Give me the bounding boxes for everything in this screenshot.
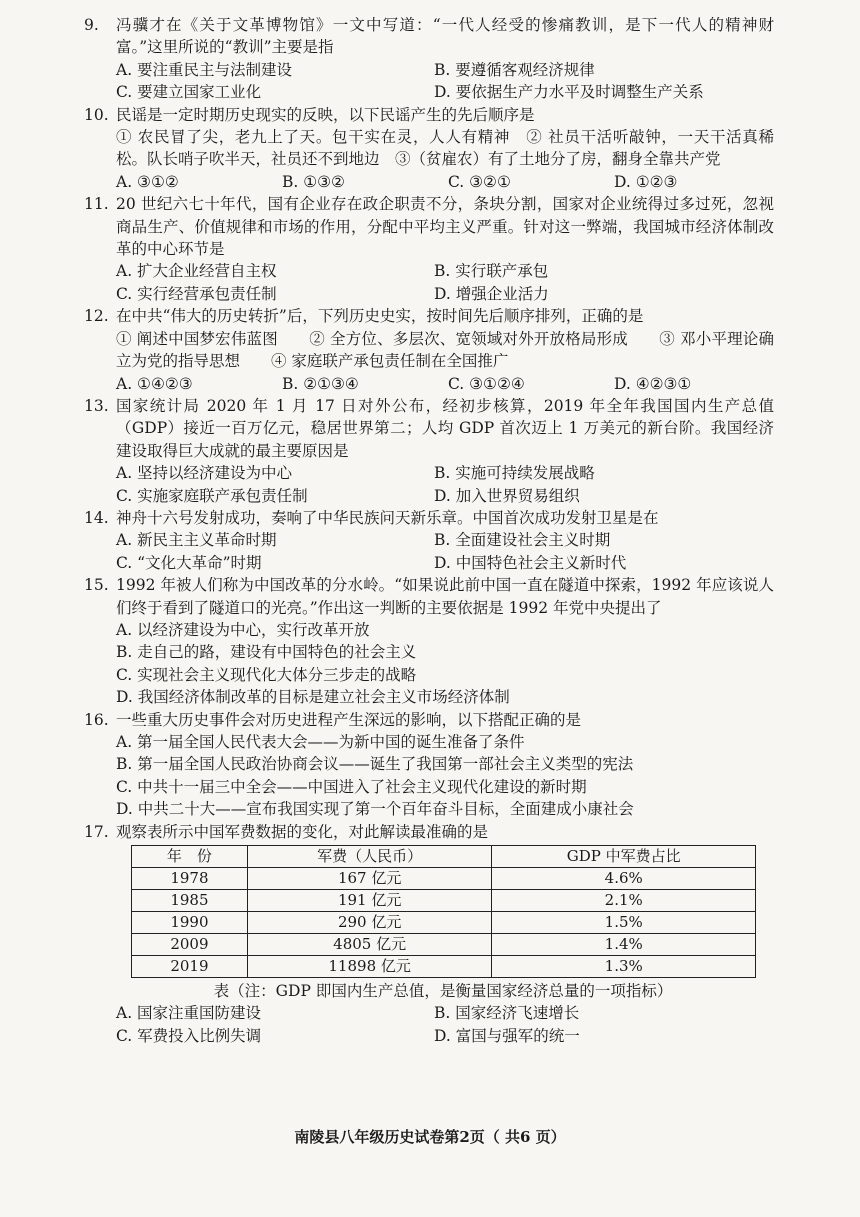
question-number: 14. [84,508,109,527]
question-number: 9. [84,16,99,34]
table-cell: 2019 [132,956,248,978]
answer-options [84,529,774,574]
answer-option: A. 要注重民主与法制建设 [116,60,293,79]
table-row [132,956,756,978]
question-stem [84,507,774,529]
question-number: 12. [84,307,109,326]
question-stem [84,821,774,843]
table-header-cell: GDP 中军费占比 [492,846,756,868]
answer-option: C. 军费投入比例失调 [116,1026,262,1045]
answer-option: C. 要建立国家工业化 [116,83,262,102]
question-text: 民谣是一定时期历史现实的反映，以下民谣产生的先后顺序是 [116,105,535,124]
answer-options [84,731,774,821]
question-text: 国家统计局 2020 年 1 月 17 日对外公布，经初步核算，2019 年全年我国国内生产总值（GDP）接近一百万亿元，稳居世界第二；人均 GDP 首次迈上 1 万美元的新台阶。我国经济建设取得巨大成就的最主要原因是 [116,396,774,460]
answer-option: B. 要遵循客观经济规律 [434,60,595,79]
answer-option: C. 实施家庭联产承包责任制 [116,486,308,505]
answer-option: A. 扩大企业经营自主权 [116,262,277,281]
answer-option: D. 加入世界贸易组织 [434,486,580,505]
answer-option: D. 中共二十大——宣布我国实现了第一个百年奋斗目标，全面建成小康社会 [116,800,634,819]
table-cell: 1.3% [492,956,756,978]
page-footer: 南陵县八年级历史试卷第2页（ 共6 页） [294,1128,566,1146]
answer-option: D. ①②③ [614,172,678,191]
question-13 [84,395,774,507]
answer-option: D. 富国与强军的统一 [434,1026,580,1045]
table-header-cell: 年 份 [132,846,248,868]
question-material: ① 阐述中国梦宏伟蓝图 ② 全方位、多层次、宽领域对外开放格局形成 ③ 邓小平理论确立为党的指导思想 ④ 家庭联产承包责任制在全国推广 [116,329,774,371]
question-text: 一些重大历史事件会对历史进程产生深远的影响，以下搭配正确的是 [116,710,582,729]
answer-option: D. 增强企业活力 [434,284,549,303]
answer-option: A. 国家注重国防建设 [116,1004,262,1023]
table-cell: 11898 亿元 [247,956,492,978]
answer-option: C. “文化大革命”时期 [116,553,262,572]
question-text: 在中共“伟大的历史转折”后，下列历史史实，按时间先后顺序排列，正确的是 [116,307,644,326]
answer-option: D. 要依据生产力水平及时调整生产关系 [434,83,704,102]
question-number: 16. [84,710,109,729]
table-cell: 1985 [132,890,248,912]
question-stem [84,395,774,462]
question-stem [84,104,774,126]
table-row [132,890,756,912]
answer-option: D. ④②③① [614,374,692,393]
question-10 [84,104,774,194]
answer-option: A. ①④②③ [116,374,193,393]
answer-option: B. 全面建设社会主义时期 [434,531,611,550]
answer-options [84,260,774,305]
answer-option: A. 坚持以经济建设为中心 [116,464,293,483]
question-text: 20 世纪六七十年代，国有企业存在政企职责不分，条块分割，国家对企业统得过多过死，忽视商品生产、价值规律和市场的作用，分配中平均主义严重。针对这一弊端，我国城市经济体制改革的中心环节是 [116,195,774,259]
table-cell: 290 亿元 [247,912,492,934]
answer-option: C. 中共十一届三中全会——中国进入了社会主义现代化建设的新时期 [116,777,587,796]
answer-option: C. 实现社会主义现代化大体分三步走的战略 [116,665,417,684]
question-12 [84,305,774,395]
military-spending-table [131,845,756,978]
question-stem [84,574,774,619]
answer-option: B. 第一届全国人民政治协商会议——诞生了我国第一部社会主义类型的宪法 [116,755,634,774]
table-header-row [132,846,756,868]
table-cell: 4805 亿元 [247,934,492,956]
answer-option: A. ③①② [116,172,179,191]
answer-option: B. 国家经济飞速增长 [434,1004,580,1023]
question-material: ① 农民冒了尖，老九上了天。包干实在灵，人人有精神 ② 社员干活听敲钟，一天干活真稀松。队长哨子吹半天，社员还不到地边 ③（贫雇农）有了土地分了房，翻身全靠共产党 [116,128,774,169]
answer-options [84,462,774,507]
question-number: 11. [84,195,109,214]
question-17 [84,821,774,1048]
question-stem [84,193,774,260]
answer-options [84,171,774,193]
question-number: 15. [84,576,109,595]
table-row [132,912,756,934]
question-16 [84,709,774,821]
answer-option: C. ③①②④ [448,374,525,393]
table-row [132,868,756,890]
answer-options [84,59,774,104]
table-cell: 167 亿元 [247,868,492,890]
answer-options [84,373,774,395]
table-note: 表（注：GDP 即国内生产总值，是衡量国家经济总量的一项指标） [213,982,673,1001]
table-row [132,934,756,956]
question-text: 1992 年被人们称为中国改革的分水岭。“如果说此前中国一直在隧道中探索，1992 年应该说人们终于看到了隧道口的光亮。”作出这一判断的主要依据是 1992 年党中央提出了 [116,576,774,617]
answer-option: B. ②①③④ [282,374,359,393]
answer-option: A. 第一届全国人民代表大会——为新中国的诞生准备了条件 [116,733,525,751]
question-stem [84,14,774,59]
question-stem [84,305,774,327]
answer-option: D. 我国经济体制改革的目标是建立社会主义市场经济体制 [116,688,510,707]
answer-option: C. 实行经营承包责任制 [116,284,277,303]
answer-options [84,1002,774,1047]
answer-option: B. 实行联产承包 [434,262,549,281]
question-number: 13. [84,396,109,415]
table-cell: 2.1% [492,890,756,912]
table-cell: 4.6% [492,868,756,890]
answer-option: A. 以经济建设为中心，实行改革开放 [116,620,370,639]
table-cell: 1.5% [492,912,756,934]
table-cell: 2009 [132,934,248,956]
table-cell: 1.4% [492,934,756,956]
table-cell: 191 亿元 [247,890,492,912]
answer-options [84,619,774,709]
question-text: 冯骥才在《关于文革博物馆》一文中写道：“一代人经受的惨痛教训，是下一代人的精神财富。”这里所说的“教训”主要是指 [116,16,774,57]
answer-option: B. 走自己的路，建设有中国特色的社会主义 [116,643,417,662]
table-cell: 1990 [132,912,248,934]
table-header-cell: 军费（人民币） [247,846,492,868]
question-9 [84,14,774,104]
question-14 [84,507,774,574]
answer-option: D. 中国特色社会主义新时代 [434,553,627,572]
question-stem [84,709,774,731]
question-11 [84,193,774,305]
answer-option: B. ①③② [282,172,345,191]
question-15 [84,574,774,708]
answer-option: B. 实施可持续发展战略 [434,464,595,483]
questions-area [84,14,774,1047]
answer-option: C. ③②① [448,172,511,191]
table-cell: 1978 [132,868,248,890]
question-text: 神舟十六号发射成功，奏响了中华民族问天新乐章。中国首次成功发射卫星是在 [116,508,659,527]
question-number: 17. [84,822,109,841]
answer-option: A. 新民主主义革命时期 [116,531,277,550]
question-text: 观察表所示中国军费数据的变化，对此解读最准确的是 [116,822,489,841]
question-number: 10. [84,105,109,124]
